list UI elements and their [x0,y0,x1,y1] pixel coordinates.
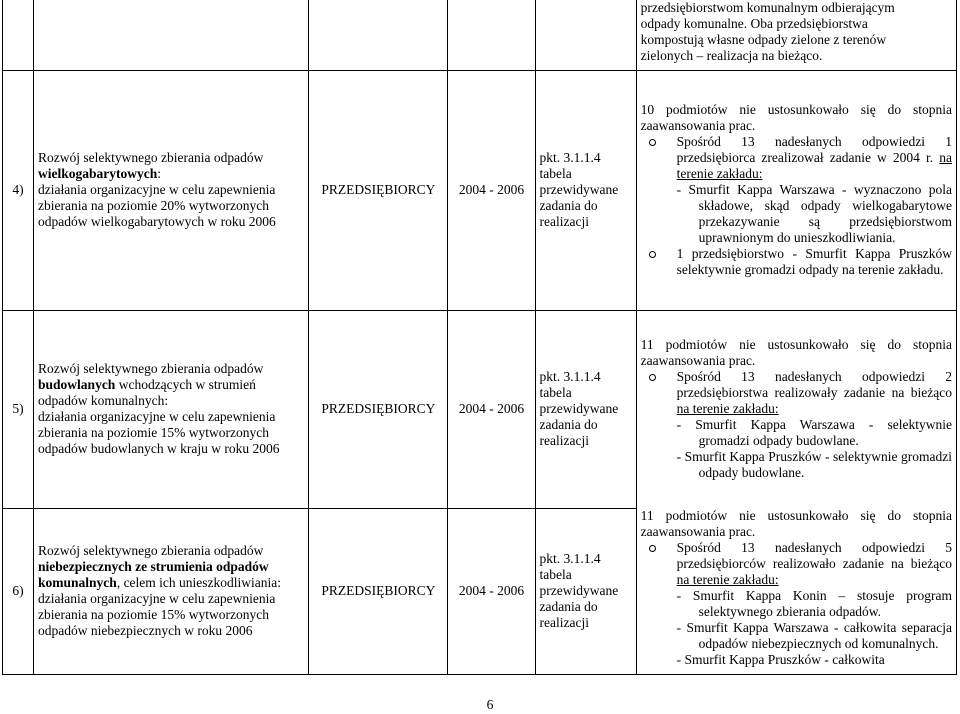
years-cell: 2004 - 2006 [448,508,535,674]
dash-item: - Smurfit Kappa Pruszków - całkowita [676,652,885,667]
list-item: Spośród 13 nadesłanych odpowiedzi 1 przedsiębiorca zrealizował zadanie w 2004 r. na terenie zakładu: - Smurfit Kappa Warszawa - wyznaczono pola składowe, skąd odpady wielkogabarytowe przekazywanie są przedsiębiorstwom uprawnionym do unieszkodliwiania. [641,134,952,246]
status-cell [636,70,956,310]
reference-cell: pkt. 3.1.1.4 tabela przewidywane zadania do realizacji [535,310,636,508]
status-cell [636,0,956,70]
status-bullets [641,369,952,481]
task-rest: działania organizacyjne w celu zapewnienia zbierania na poziomie 20% wytworzonych odpadów wielkogabarytowych w roku 2006 [38,182,276,229]
task-intro: Rozwój selektywnego zbierania odpadów [38,150,264,165]
responsible-cell: PRZEDSIĘBIORCY [309,70,448,310]
site-label: na terenie zakładu: [676,572,779,587]
table-row [3,70,957,310]
row-number: 4) [3,70,34,310]
dash-item: - Smurfit Kappa Warszawa - wyznaczono pola składowe, skąd odpady wielkogabarytowe przekazywanie są przedsiębiorstwom uprawnionym do unieszkodliwiania. [676,182,952,245]
status-line: odpady komunalne. Oba przedsiębiorstwa [640,16,868,31]
task-rest: działania organizacyjne w celu zapewnienia zbierania na poziomie 15% wytworzonych odpadów niebezpiecznych w roku 2006 [38,591,276,638]
task-intro: Rozwój selektywnego zbierania odpadów [38,543,264,558]
task-cell: Rozwój selektywnego zbierania odpadów budowlanych wchodzących w strumień odpadów komunalnych: działania organizacyjne w celu zapewnienia zbierania na poziomie 15% wytworzonych odpadów budowlanych w kraju w roku 2006 [34,310,309,508]
task-cell: Rozwój selektywnego zbierania odpadów niebezpiecznych ze strumienia odpadów komunalnych, celem ich unieszkodliwiania: działania organizacyjne w celu zapewnienia zbierania na poziomie 15% wytworzonych odpadów niebezpiecznych w roku 2006 [34,508,309,674]
task-bold: budowlanych [38,377,116,392]
reference-cell: pkt. 3.1.1.4 tabela przewidywane zadania do realizacji [535,508,636,674]
row-number: 5) [3,310,34,508]
task-bold: wielkogabarytowych [38,166,158,181]
table-row [3,0,957,70]
list-item: 1 przedsiębiorstwo - Smurfit Kappa Pruszków selektywnie gromadzi odpady na terenie zakładu. [641,246,952,278]
responsible-cell: PRZEDSIĘBIORCY [309,310,448,508]
responsible-cell: PRZEDSIĘBIORCY [309,508,448,674]
task-cell: Rozwój selektywnego zbierania odpadów wielkogabarytowych: działania organizacyjne w celu zapewnienia zbierania na poziomie 20% wytworzonych odpadów wielkogabarytowych w roku 2006 [34,70,309,310]
task-intro: Rozwój selektywnego zbierania odpadów [38,361,264,376]
page-number: 6 [486,697,494,712]
table-row [3,310,957,508]
dash-item: - Smurfit Kappa Pruszków - selektywnie gromadzi odpady budowlane. [676,449,952,481]
years-cell: 2004 - 2006 [448,310,535,508]
task-bold: niebezpiecznych ze strumienia odpadów komunalnych [38,559,269,590]
status-intro: 11 podmiotów nie ustosunkowało się do stopnia zaawansowania prac. [640,337,952,369]
status-bullets [641,540,952,668]
status-line: zielonych – realizacja na bieżąco. [640,48,823,63]
list-item: Spośród 13 nadesłanych odpowiedzi 2 przedsiębiorstwa realizowały zadanie na bieżąco na terenie zakładu: - Smurfit Kappa Warszawa - selektywnie gromadzi odpady budowlane. - Smurfit Kappa Pruszków - selektywnie gromadzi odpady budowlane. [641,369,952,481]
status-line: kompostują własne odpady zielone z terenów [640,32,887,47]
reference-cell: pkt. 3.1.1.4 tabela przewidywane zadania do realizacji [535,70,636,310]
status-intro: 10 podmiotów nie ustosunkowało się do stopnia zaawansowania prac. [640,102,952,133]
site-label: na terenie zakładu: [676,401,779,417]
status-intro: 11 podmiotów nie ustosunkowało się do stopnia zaawansowania prac. [640,508,952,539]
row-number: 6) [3,508,34,674]
status-cell [636,310,956,508]
task-rest: działania organizacyjne w celu zapewnienia zbierania na poziomie 15% wytworzonych odpadów budowlanych w kraju w roku 2006 [38,409,280,456]
site-label: na terenie zakładu: [676,150,952,181]
years-cell: 2004 - 2006 [448,70,535,310]
dash-item: - Smurfit Kappa Konin – stosuje program selektywnego zbierania odpadów. [676,588,952,619]
dash-item: - Smurfit Kappa Warszawa - selektywnie gromadzi odpady budowlane. [676,417,952,449]
status-line: przedsiębiorstwom komunalnym odbierającym [640,0,895,15]
list-item: Spośród 13 nadesłanych odpowiedzi 5 przedsiębiorców realizowało zadanie na bieżąco na terenie zakładu: - Smurfit Kappa Konin – stosuje program selektywnego zbierania odpadów. - Smurfit Kappa Warszawa - całkowita separacja odpadów niebezpiecznych od komunalnych. - Smurfit Kappa Pruszków - całkowita [641,540,952,668]
dash-item: - Smurfit Kappa Warszawa - całkowita separacja odpadów niebezpiecznych od komunalnych. [676,620,952,651]
tasks-table [2,0,957,675]
status-cell [636,508,956,674]
table-row [3,508,957,674]
status-bullets [641,134,952,278]
